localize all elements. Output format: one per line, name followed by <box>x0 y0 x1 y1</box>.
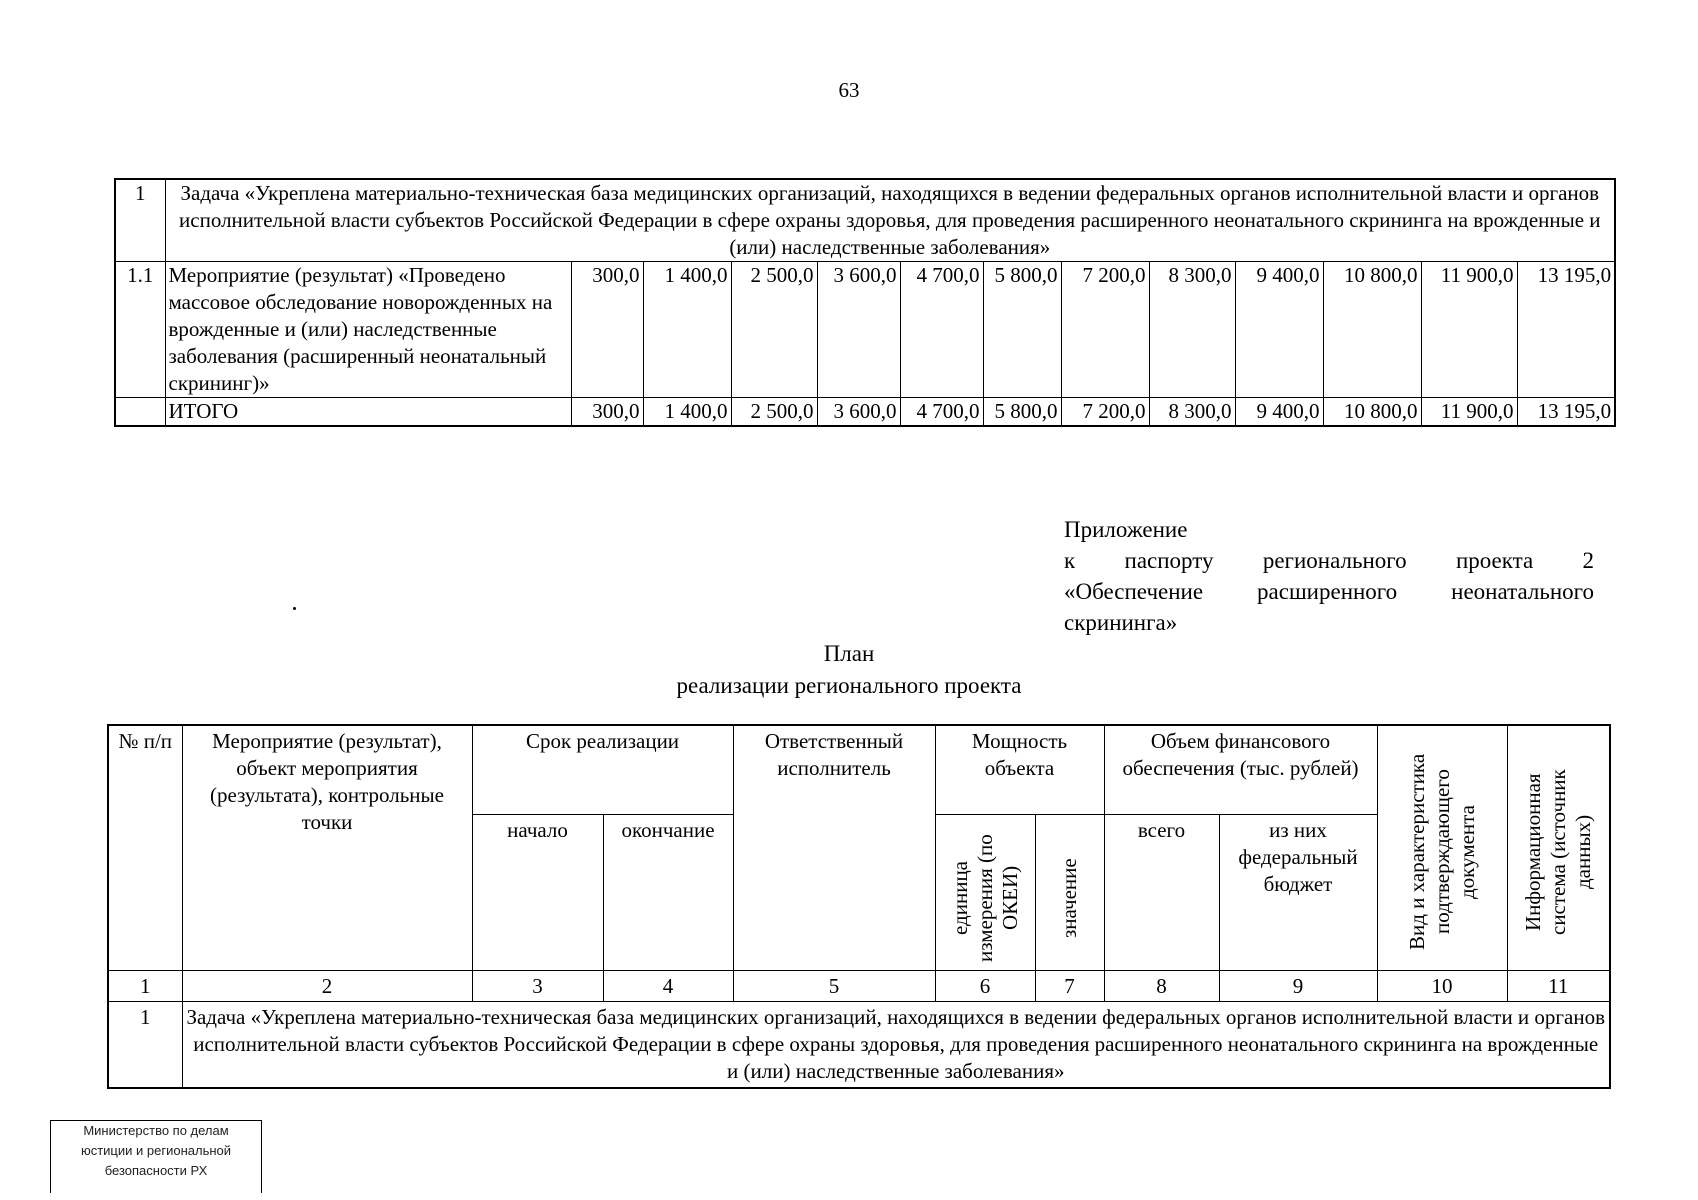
total-value-cell: 4 700,0 <box>900 398 983 427</box>
header-responsible: Ответственный исполнитель <box>733 725 935 971</box>
value-cell: 4 700,0 <box>900 262 983 398</box>
page-number: 63 <box>838 78 860 102</box>
value-cell: 13 195,0 <box>1517 262 1615 398</box>
header-federal: из них федеральный бюджет <box>1219 815 1377 971</box>
total-value-cell: 7 200,0 <box>1061 398 1149 427</box>
task-number: 1 <box>115 179 165 262</box>
task-row <box>108 1002 1610 1089</box>
appendix-line: скрининга» <box>1064 610 1178 635</box>
value-cell: 10 800,0 <box>1323 262 1421 398</box>
stamp-line: юстиции и региональной <box>80 1143 232 1158</box>
value-cell: 8 300,0 <box>1149 262 1235 398</box>
column-index: 11 <box>1507 971 1610 1002</box>
header-doc-type-text: Вид и характеристика подтверждающего документа <box>1404 753 1479 951</box>
header-end: окончание <box>603 815 733 971</box>
total-value-cell: 300,0 <box>571 398 643 427</box>
appendix-note <box>1064 514 1594 638</box>
appendix-line: «Обеспечение расширенного неонатального <box>1064 579 1594 604</box>
column-index: 7 <box>1035 971 1104 1002</box>
column-index: 5 <box>733 971 935 1002</box>
stamp-line: безопасности РХ <box>104 1163 208 1178</box>
task-text: Задача «Укреплена материально-техническая база медицинских организаций, находящихся в ведении федеральных органов исполнительной власти и органов исполнительной власти субъектов Российской Федерации в сфере охраны здоровья, для проведения расширенного неонатального скрининга на врожденные и (или) наследственные заболевания» <box>182 1002 1610 1089</box>
value-cell: 9 400,0 <box>1235 262 1323 398</box>
header-event: Мероприятие (результат), объект мероприятия (результата), контрольные точки <box>182 725 472 971</box>
header-funding: Объем финансового обеспечения (тыс. рублей) <box>1104 725 1377 815</box>
plan-subtitle: реализации регионального проекта <box>676 673 1022 698</box>
column-index: 3 <box>472 971 603 1002</box>
task-number: 1 <box>108 1002 182 1089</box>
financing-table <box>114 178 1616 427</box>
stamp-line: Министерство по делам <box>83 1123 229 1138</box>
value-cell: 300,0 <box>571 262 643 398</box>
header-unit <box>935 815 1035 971</box>
value-cell: 5 800,0 <box>983 262 1061 398</box>
row-number: 1.1 <box>115 262 165 398</box>
header-unit-text: единица измерения (по ОКЕИ) <box>947 834 1022 962</box>
column-index: 6 <box>935 971 1035 1002</box>
total-value-cell: 11 900,0 <box>1421 398 1517 427</box>
header-info-system-text: Информационная система (источник данных) <box>1520 769 1595 935</box>
value-cell: 11 900,0 <box>1421 262 1517 398</box>
total-value-cell: 13 195,0 <box>1517 398 1615 427</box>
header-value-text: значение <box>1057 858 1081 938</box>
header-term: Срок реализации <box>472 725 733 815</box>
column-index: 4 <box>603 971 733 1002</box>
header-info-system <box>1507 725 1610 971</box>
stray-dot <box>293 607 296 610</box>
total-value-cell: 9 400,0 <box>1235 398 1323 427</box>
total-row <box>115 398 1615 427</box>
column-index: 10 <box>1377 971 1507 1002</box>
ministry-stamp <box>50 1120 262 1193</box>
value-cell: 2 500,0 <box>731 262 817 398</box>
implementation-plan-table <box>107 724 1611 1089</box>
header-value <box>1035 815 1104 971</box>
column-index: 9 <box>1219 971 1377 1002</box>
header-doc-type <box>1377 725 1507 971</box>
appendix-line: Приложение <box>1064 517 1188 542</box>
header-row <box>108 725 1610 815</box>
total-value-cell: 5 800,0 <box>983 398 1061 427</box>
header-total: всего <box>1104 815 1219 971</box>
total-label: ИТОГО <box>165 398 571 427</box>
header-capacity: Мощность объекта <box>935 725 1104 815</box>
value-cell: 7 200,0 <box>1061 262 1149 398</box>
value-cell: 1 400,0 <box>643 262 731 398</box>
table-row <box>115 262 1615 398</box>
total-value-cell: 1 400,0 <box>643 398 731 427</box>
task-text: Задача «Укреплена материально-техническая база медицинских организаций, находящихся в ведении федеральных органов исполнительной власти и органов исполнительной власти субъектов Российской Федерации в сфере охраны здоровья, для проведения расширенного неонатального скрининга на врожденные и (или) наследственные заболевания» <box>165 179 1615 262</box>
empty-cell <box>115 398 165 427</box>
total-value-cell: 8 300,0 <box>1149 398 1235 427</box>
value-cell: 3 600,0 <box>817 262 900 398</box>
header-num: № п/п <box>108 725 182 971</box>
total-value-cell: 3 600,0 <box>817 398 900 427</box>
task-row <box>115 179 1615 262</box>
plan-heading <box>0 638 1698 702</box>
header-start: начало <box>472 815 603 971</box>
column-index: 8 <box>1104 971 1219 1002</box>
column-index: 1 <box>108 971 182 1002</box>
row-description: Мероприятие (результат) «Проведено массовое обследование новорожденных на врожденные и (или) наследственные заболевания (расширенный неонатальный скрининг)» <box>165 262 571 398</box>
total-value-cell: 2 500,0 <box>731 398 817 427</box>
total-value-cell: 10 800,0 <box>1323 398 1421 427</box>
plan-title: План <box>823 641 875 666</box>
appendix-line: к паспорту регионального проекта 2 <box>1064 548 1594 573</box>
column-index: 2 <box>182 971 472 1002</box>
column-index-row <box>108 971 1610 1002</box>
